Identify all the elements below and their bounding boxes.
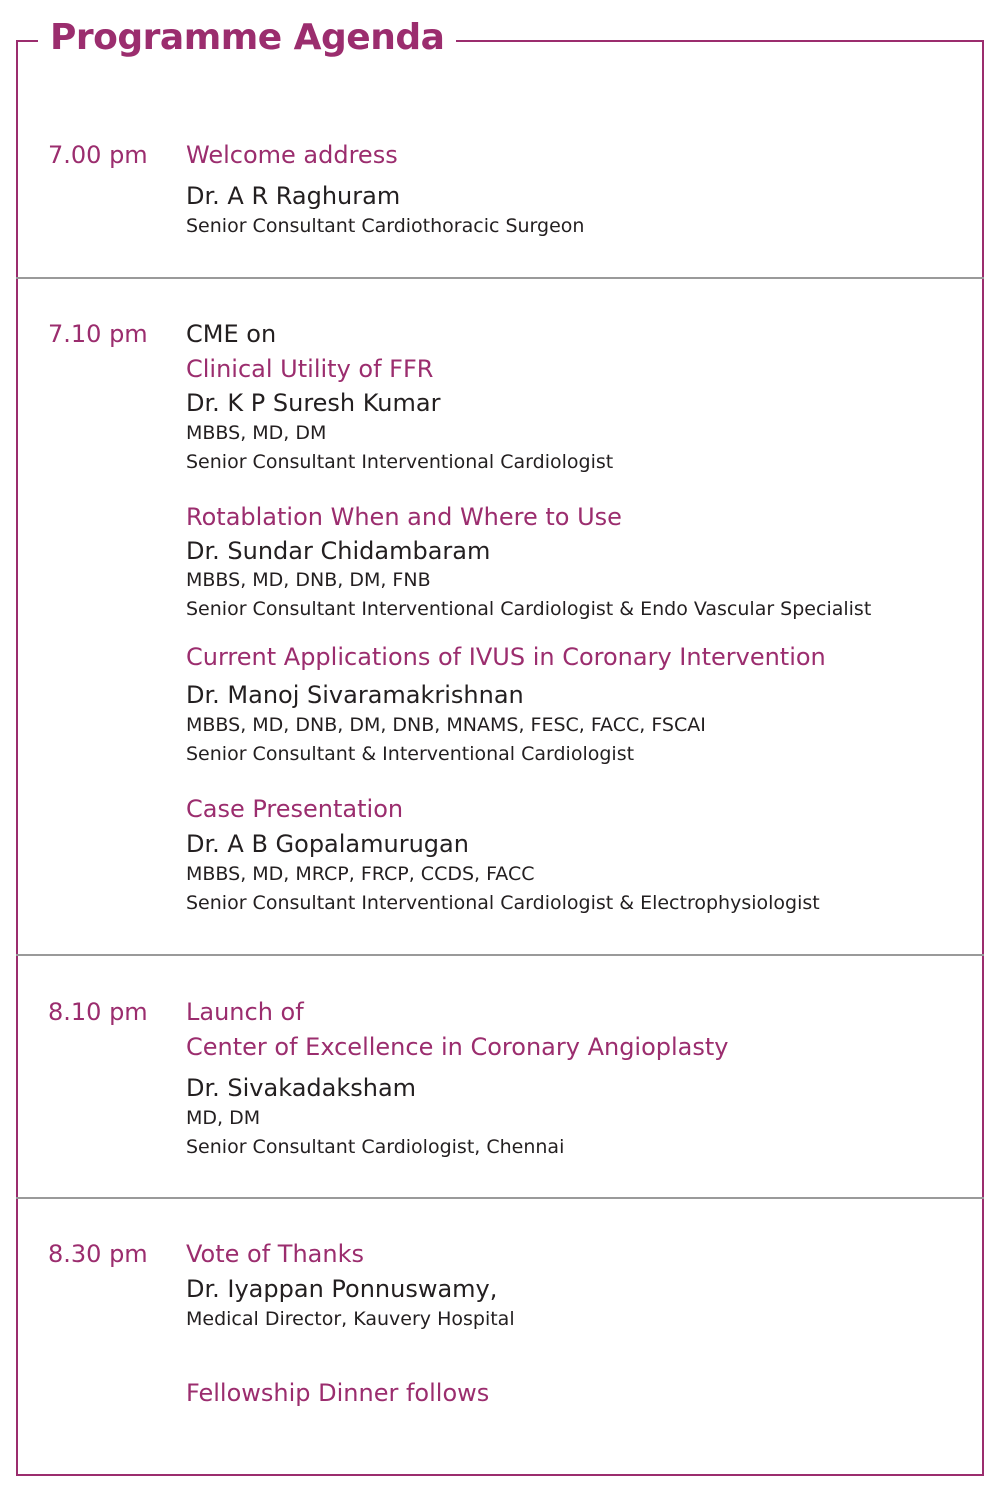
talk-topic: Clinical Utility of FFR [186,355,434,383]
page-title: Programme Agenda [38,12,456,64]
speaker-name: Dr. K P Suresh Kumar [186,389,441,417]
session-topic-line2: Center of Excellence in Coronary Angioplasty [186,1033,729,1061]
speaker-qualifications: MBBS, MD, MRCP, FRCP, CCDS, FACC [186,863,535,885]
speaker-role: Senior Consultant Cardiologist, Chennai [186,1136,565,1158]
speaker-role: Medical Director, Kauvery Hospital [186,1308,515,1330]
session-time: 7.10 pm [48,320,148,348]
session-time: 8.10 pm [48,998,148,1026]
talk-topic: Case Presentation [186,795,404,823]
speaker-role: Senior Consultant Interventional Cardiologist & Endo Vascular Specialist [186,598,872,620]
session-topic: Vote of Thanks [186,1240,364,1268]
speaker-role: Senior Consultant Interventional Cardiologist & Electrophysiologist [186,892,820,914]
section-divider [16,1197,984,1199]
speaker-qualifications: MBBS, MD, DNB, DM, FNB [186,569,431,591]
section-divider [16,954,984,956]
speaker-qualifications: MBBS, MD, DNB, DM, DNB, MNAMS, FESC, FACC, FSCAI [186,714,706,736]
section-divider [16,277,984,279]
session-intro: CME on [186,320,277,348]
speaker-role: Senior Consultant Interventional Cardiologist [186,451,614,473]
closing-note: Fellowship Dinner follows [186,1379,490,1407]
session-topic: Welcome address [186,141,398,169]
speaker-name: Dr. A R Raghuram [186,182,401,210]
talk-topic: Current Applications of IVUS in Coronary Intervention [186,643,826,671]
speaker-name: Dr. Sivakadaksham [186,1074,417,1102]
speaker-name: Dr. Manoj Sivaramakrishnan [186,681,524,709]
speaker-qualifications: MBBS, MD, DM [186,422,327,444]
speaker-name: Dr. Iyappan Ponnuswamy, [186,1275,498,1303]
session-time: 8.30 pm [48,1240,148,1268]
speaker-name: Dr. Sundar Chidambaram [186,537,491,565]
talk-topic: Rotablation When and Where to Use [186,503,622,531]
speaker-qualifications: MD, DM [186,1107,261,1129]
session-topic-line1: Launch of [186,998,304,1026]
speaker-name: Dr. A B Gopalamurugan [186,830,469,858]
speaker-role: Senior Consultant & Interventional Cardiologist [186,743,635,765]
speaker-role: Senior Consultant Cardiothoracic Surgeon [186,215,585,237]
session-time: 7.00 pm [48,141,148,169]
